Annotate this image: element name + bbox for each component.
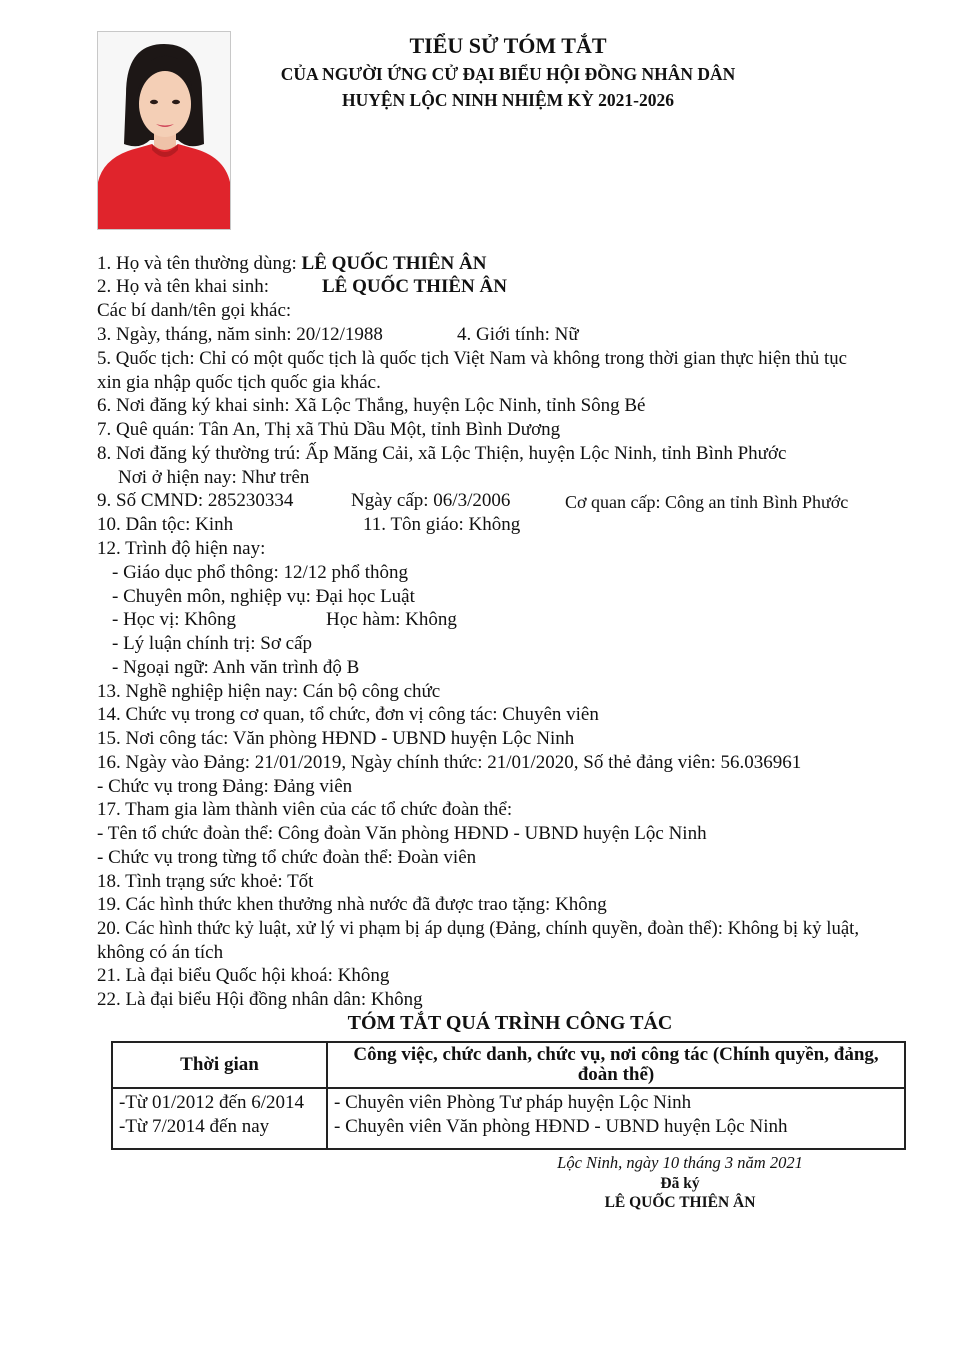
field-aliases: Các bí danh/tên gọi khác: [97,300,292,321]
field-position: 14. Chức vụ trong cơ quan, tổ chức, đơn vị công tác: Chuyên viên [97,704,599,725]
table-header-row [112,1042,905,1088]
field-ethnicity: 10. Dân tộc: Kinh [97,514,234,535]
field-general-education: - Giáo dục phổ thông: 12/12 phổ thông [112,562,409,583]
field-organizations: 17. Tham gia làm thành viên của các tổ chức đoàn thể: [97,799,513,820]
field-current-residence: Nơi ở hiện nay: Như trên [118,467,310,488]
field-degree: - Học vị: Không [112,609,237,630]
field-common-name [97,253,486,275]
field-party-position: - Chức vụ trong Đảng: Đảng viên [97,776,353,797]
field-gender: 4. Giới tính: Nữ [457,324,579,345]
column-header-description: Công việc, chức danh, chức vụ, nơi công tác (Chính quyền, đảng, đoàn thể) [327,1042,905,1088]
field-peoples-council: 22. Là đại biểu Hội đồng nhân dân: Không [97,989,423,1010]
field-value: LÊ QUỐC THIÊN ÂN [301,253,487,274]
field-occupation: 13. Nghề nghiệp hiện nay: Cán bộ công chức [97,681,441,702]
field-discipline-cont: không có án tích [97,942,224,963]
field-birthdate: 3. Ngày, tháng, năm sinh: 20/12/1988 [97,324,383,345]
field-awards: 19. Các hình thức khen thưởng nhà nước đã được trao tặng: Không [97,894,607,915]
field-id-number: 9. Số CMND: 285230334 [97,490,294,511]
field-id-issue-date: Ngày cấp: 06/3/2006 [351,490,511,511]
portrait-photo [97,31,231,230]
description-entry: - Chuyên viên Văn phòng HĐND - UBND huyện Lộc Ninh [334,1116,788,1137]
field-id-issuer: Cơ quan cấp: Công an tỉnh Bình Phước [565,492,849,512]
signature-name: LÊ QUỐC THIÊN ÂN [604,1194,756,1211]
work-history-table [111,1041,906,1150]
field-party-membership: 16. Ngày vào Đảng: 21/01/2019, Ngày chính thức: 21/01/2020, Số thẻ đảng viên: 56.036961 [97,752,802,773]
field-nationality: 5. Quốc tịch: Chỉ có một quốc tịch là quốc tịch Việt Nam và không trong thời gian thực hiện thủ tục [97,348,847,369]
field-political-theory: - Lý luận chính trị: Sơ cấp [112,633,313,654]
field-academic-title: Học hàm: Không [326,609,457,630]
field-hometown: 7. Quê quán: Tân An, Thị xã Thủ Dầu Một, tỉnh Bình Dương [97,419,561,440]
signature-place-date: Lộc Ninh, ngày 10 tháng 3 năm 2021 [557,1153,803,1172]
time-entry: -Từ 7/2014 đến nay [119,1116,270,1137]
field-national-assembly: 21. Là đại biểu Quốc hội khoá: Không [97,965,390,986]
field-religion: 11. Tôn giáo: Không [363,514,521,535]
description-cell [327,1088,905,1149]
field-specialization: - Chuyên môn, nghiệp vụ: Đại học Luật [112,586,415,607]
field-workplace: 15. Nơi công tác: Văn phòng HĐND - UBND huyện Lộc Ninh [97,728,575,749]
field-discipline: 20. Các hình thức kỷ luật, xử lý vi phạm bị áp dụng (Đảng, chính quyền, đoàn thể): Không bị kỷ luật, [97,918,860,939]
document-term: HUYỆN LỘC NINH NHIỆM KỲ 2021-2026 [341,90,675,110]
description-entry: - Chuyên viên Phòng Tư pháp huyện Lộc Ninh [334,1092,692,1113]
document-title: TIỂU SỬ TÓM TẮT [409,33,607,58]
field-health: 18. Tình trạng sức khoẻ: Tốt [97,871,314,892]
column-header-time: Thời gian [112,1042,327,1088]
signature-status: Đã ký [660,1175,700,1192]
time-cell [112,1088,327,1149]
field-foreign-language: - Ngoại ngữ: Anh văn trình độ B [112,657,360,678]
field-label: 1. Họ và tên thường dùng: [97,253,297,274]
field-organization-name: - Tên tổ chức đoàn thể: Công đoàn Văn phòng HĐND - UBND huyện Lộc Ninh [97,823,707,844]
field-birth-registration: 6. Nơi đăng ký khai sinh: Xã Lộc Thắng, huyện Lộc Ninh, tỉnh Sông Bé [97,395,646,416]
field-birth-name-label: 2. Họ và tên khai sinh: [97,276,270,297]
field-nationality-cont: xin gia nhập quốc tịch quốc gia khác. [97,372,381,393]
document-subtitle: CỦA NGƯỜI ỨNG CỬ ĐẠI BIỂU HỘI ĐỒNG NHÂN DÂN [280,64,736,84]
field-residence: 8. Nơi đăng ký thường trú: Ấp Măng Cải, xã Lộc Thiện, huyện Lộc Ninh, tỉnh Bình Phước [97,443,787,464]
field-organization-position: - Chức vụ trong từng tổ chức đoàn thể: Đoàn viên [97,847,477,868]
work-history-title: TÓM TẮT QUÁ TRÌNH CÔNG TÁC [347,1012,673,1034]
field-birth-name-value: LÊ QUỐC THIÊN ÂN [322,276,507,297]
table-row [112,1088,905,1149]
field-education: 12. Trình độ hiện nay: [97,538,266,559]
time-entry: -Từ 01/2012 đến 6/2014 [119,1092,304,1113]
